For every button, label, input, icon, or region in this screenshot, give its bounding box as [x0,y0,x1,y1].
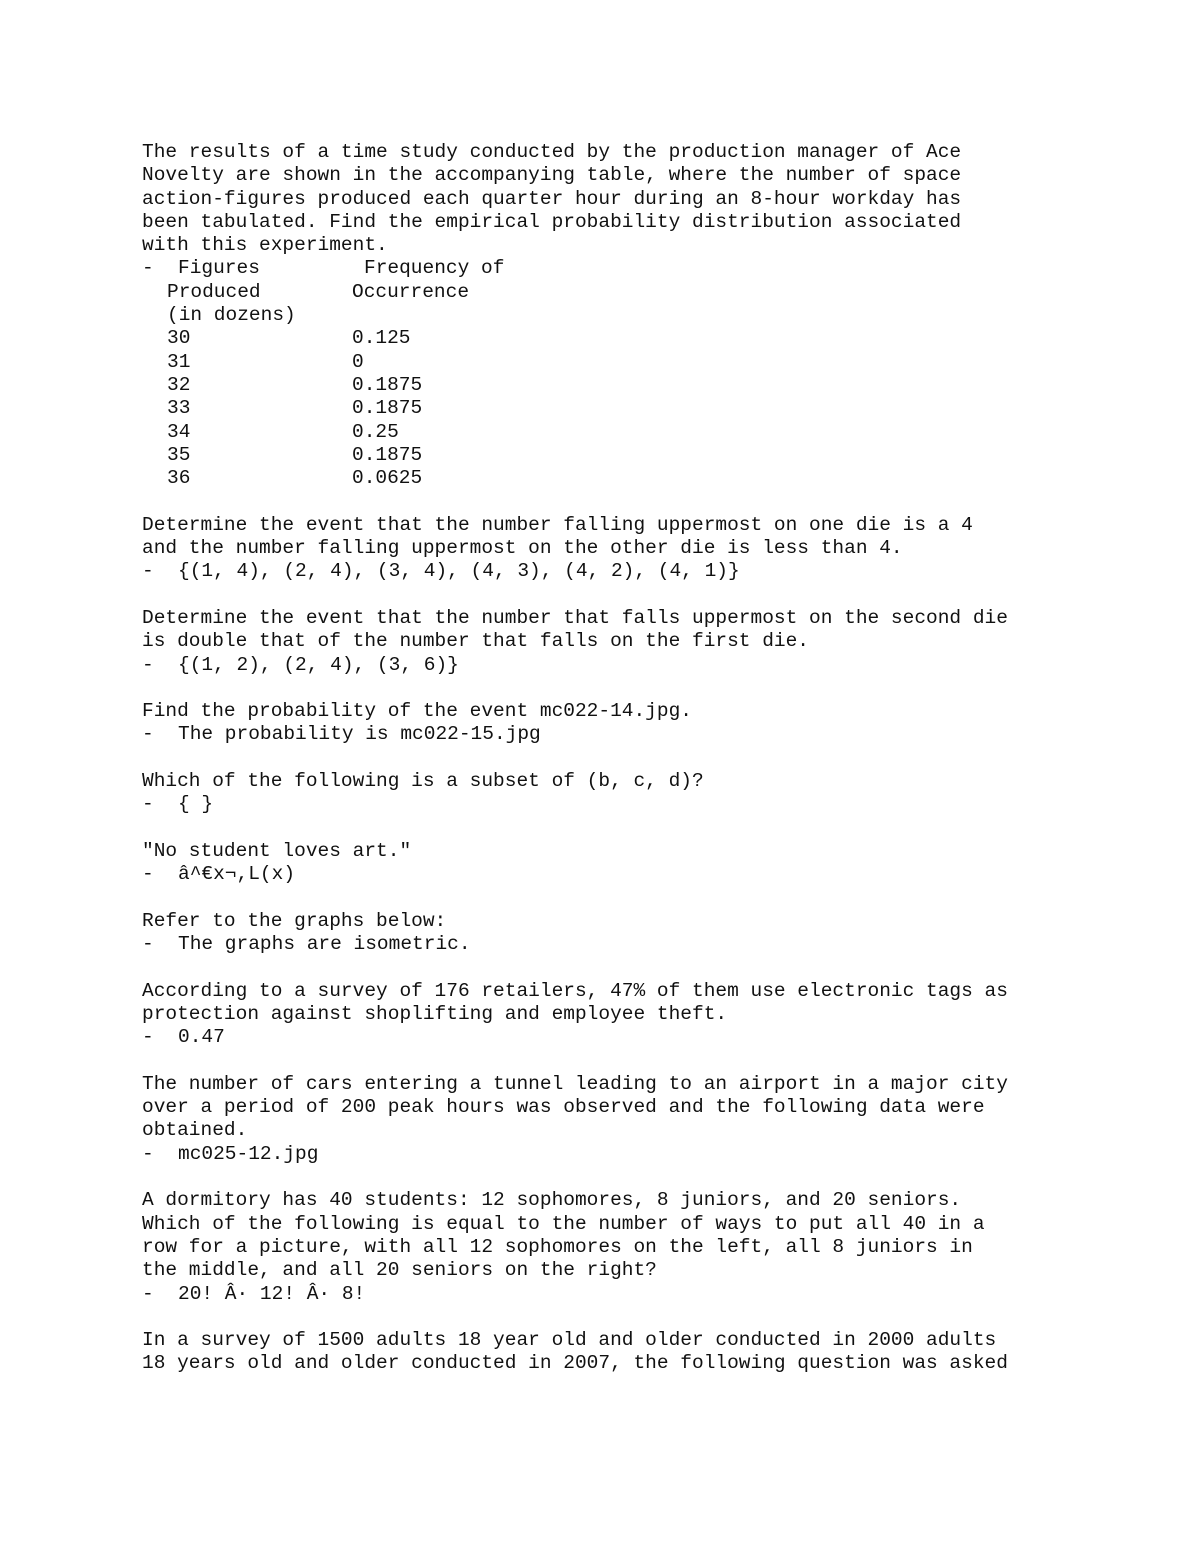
table-header-cell: Figures [178,257,260,280]
spacer [142,1306,1142,1329]
table-cell: 0.125 [352,327,411,350]
document-page [142,141,1142,1376]
frequency-table [142,257,1142,490]
answer-text: {(1, 2), (2, 4), (3, 6)} [178,653,459,676]
table-row [142,467,1142,490]
answer-line [142,793,1142,816]
answer-line [142,723,1142,746]
table-cell: 0.25 [352,420,399,443]
answer-text: { } [178,793,214,816]
table-row [142,397,1142,420]
table-cell: 33 [167,397,191,420]
question-block [142,607,1142,677]
answer-line [142,560,1142,583]
answer-dash: - [142,1142,154,1165]
spacer [142,956,1142,979]
table-cell: 0 [352,350,364,373]
question-line: Refer to the graphs below: [142,909,447,932]
answer-dash: - [142,933,154,956]
table-row [142,421,1142,444]
answer-dash: - [142,723,154,746]
answer-dash: - [142,863,154,886]
table-cell: 0.1875 [352,443,423,466]
table-cell: 32 [167,373,191,396]
answer-line [142,863,1142,886]
answer-dash: - [142,257,154,280]
question-block [142,910,1142,957]
spacer [142,490,1142,513]
spacer [142,747,1142,770]
answer-text: â^€x¬,L(x) [178,863,296,886]
question-block [142,770,1142,817]
answer-dash: - [142,793,154,816]
spacer [142,1050,1142,1073]
table-row [142,327,1142,350]
question-line: Determine the event that the number that falls uppermost on the second die [142,606,1008,629]
question-line: According to a survey of 176 retailers, 47% of them use electronic tags as [142,979,1008,1002]
question-line: The results of a time study conducted by the production manager of Ace [142,141,962,163]
question-block [142,840,1142,887]
question-line: Which of the following is equal to the number of ways to put all 40 in a [142,1212,985,1235]
table-cell: 0.0625 [352,467,423,490]
answer-dash: - [142,560,154,583]
table-cell: 0.1875 [352,397,423,420]
spacer [142,817,1142,840]
question-line: protection against shoplifting and employee theft. [142,1002,728,1025]
question-block [142,980,1142,1050]
answer-text: 20! Â· 12! Â· 8! [178,1282,366,1305]
table-cell: 31 [167,350,191,373]
answer-line [142,654,1142,677]
table-header-row [142,281,1142,304]
question-block [142,1189,1142,1305]
question-block [142,1329,1142,1376]
answer-dash: - [142,1026,154,1049]
spacer [142,584,1142,607]
answer-dash: - [142,653,154,676]
question-line: Novelty are shown in the accompanying table, where the number of space [142,164,962,187]
table-cell: 30 [167,327,191,350]
answer-text: 0.47 [178,1026,225,1049]
question-line: over a period of 200 peak hours was observed and the following data were [142,1096,985,1119]
question-line: In a survey of 1500 adults 18 year old and older conducted in 2000 adults [142,1329,997,1352]
question-line: A dormitory has 40 students: 12 sophomores, 8 juniors, and 20 seniors. [142,1189,962,1212]
question-block [142,141,1142,490]
table-cell: 36 [167,467,191,490]
answer-text: {(1, 4), (2, 4), (3, 4), (4, 3), (4, 2), (4, 1)} [178,560,740,583]
answer-text: The probability is mc022-15.jpg [178,723,541,746]
question-line: Determine the event that the number falling uppermost on one die is a 4 [142,513,973,536]
question-block [142,514,1142,584]
question-line: The number of cars entering a tunnel leading to an airport in a major city [142,1072,1008,1095]
question-line: "No student loves art." [142,839,412,862]
table-cell: 0.1875 [352,373,423,396]
table-header-cell: Occurrence [352,280,470,303]
answer-line [142,1026,1142,1049]
table-header-row [142,257,1142,280]
question-block [142,700,1142,747]
table-header-cell: Frequency of [364,257,505,280]
question-line: 18 years old and older conducted in 2007, the following question was asked [142,1352,1008,1375]
table-row [142,444,1142,467]
question-line: and the number falling uppermost on the other die is less than 4. [142,537,903,560]
question-line: with this experiment. [142,234,388,257]
question-line: row for a picture, with all 12 sophomores on the left, all 8 juniors in [142,1235,973,1258]
answer-line [142,1143,1142,1166]
table-header-cell: (in dozens) [167,304,296,327]
spacer [142,677,1142,700]
table-cell: 35 [167,443,191,466]
answer-line [142,933,1142,956]
table-row [142,351,1142,374]
question-line: been tabulated. Find the empirical probability distribution associated [142,210,962,233]
answer-dash: - [142,1282,154,1305]
question-line: Find the probability of the event mc022-14.jpg. [142,700,692,723]
table-cell: 34 [167,420,191,443]
answer-line [142,1283,1142,1306]
question-block [142,1073,1142,1166]
spacer [142,887,1142,910]
question-line: the middle, and all 20 seniors on the right? [142,1259,657,1282]
spacer [142,1166,1142,1189]
question-line: Which of the following is a subset of (b, c, d)? [142,770,704,793]
table-header-cell: Produced [167,280,261,303]
table-header-row [142,304,1142,327]
answer-text: mc025-12.jpg [178,1142,319,1165]
question-line: action-figures produced each quarter hour during an 8-hour workday has [142,187,962,210]
answer-text: The graphs are isometric. [178,933,471,956]
table-row [142,374,1142,397]
question-line: is double that of the number that falls on the first die. [142,630,810,653]
question-line: obtained. [142,1119,248,1142]
